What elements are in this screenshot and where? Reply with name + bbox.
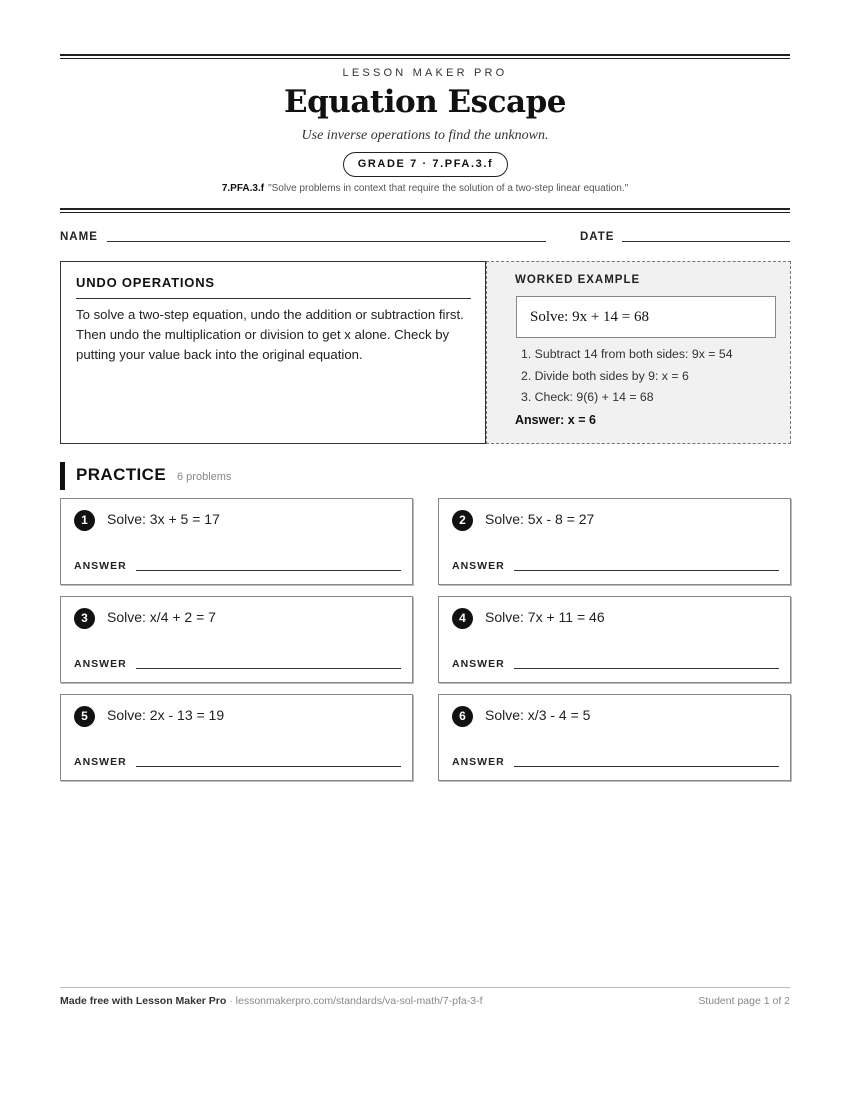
footer-made-with: Made free with Lesson Maker Pro bbox=[60, 995, 227, 1007]
problem-number-badge: 4 bbox=[452, 608, 473, 629]
answer-label: ANSWER bbox=[74, 756, 127, 768]
worksheet-title: Equation Escape bbox=[284, 84, 566, 120]
problem-prompt: Solve: 7x + 11 = 46 bbox=[485, 609, 605, 625]
footer-page-number: Student page 1 of 2 bbox=[698, 995, 790, 1007]
problem-prompt: Solve: x/4 + 2 = 7 bbox=[107, 609, 216, 625]
standard-line bbox=[60, 183, 790, 194]
answer-label: ANSWER bbox=[452, 658, 505, 670]
problem-card bbox=[60, 694, 413, 781]
undo-operations-title: UNDO OPERATIONS bbox=[76, 275, 215, 290]
name-field[interactable] bbox=[107, 241, 546, 242]
worked-example-problem: Solve: 9x + 14 = 68 bbox=[516, 296, 776, 338]
problem-prompt: Solve: 5x - 8 = 27 bbox=[485, 511, 595, 527]
footer-separator: · bbox=[226, 995, 236, 1007]
date-label: DATE bbox=[580, 231, 615, 243]
answer-field[interactable] bbox=[514, 668, 779, 669]
problem-number-badge: 3 bbox=[74, 608, 95, 629]
answer-label: ANSWER bbox=[452, 756, 505, 768]
worked-example-step: 1. Subtract 14 from both sides: 9x = 54 bbox=[521, 347, 733, 361]
footer-rule bbox=[60, 987, 790, 988]
top-double-rule bbox=[60, 54, 790, 59]
practice-title: PRACTICE bbox=[76, 465, 167, 484]
problem-card bbox=[438, 694, 791, 781]
problem-card bbox=[60, 498, 413, 585]
header-bottom-rule bbox=[60, 208, 790, 213]
answer-label: ANSWER bbox=[74, 560, 127, 572]
problem-number-badge: 5 bbox=[74, 706, 95, 727]
brand-name: LESSON MAKER PRO bbox=[342, 67, 508, 79]
answer-label: ANSWER bbox=[74, 658, 127, 670]
answer-field[interactable] bbox=[136, 668, 401, 669]
footer-credit bbox=[60, 995, 483, 1007]
answer-field[interactable] bbox=[136, 570, 401, 571]
grade-badge: GRADE 7 · 7.PFA.3.f bbox=[343, 152, 508, 177]
worksheet-page bbox=[60, 0, 790, 1100]
answer-field[interactable] bbox=[514, 570, 779, 571]
problem-prompt: Solve: 3x + 5 = 17 bbox=[107, 511, 220, 527]
worksheet-subtitle: Use inverse operations to find the unknown. bbox=[301, 128, 549, 143]
practice-count: 6 problems bbox=[177, 471, 232, 483]
worked-example-steps bbox=[521, 344, 733, 409]
problem-card bbox=[60, 596, 413, 683]
standard-code: 7.PFA.3.f bbox=[221, 183, 265, 194]
practice-accent-bar bbox=[60, 462, 65, 490]
footer-url[interactable]: lessonmakerpro.com/standards/va-sol-math/7-pfa-3-f bbox=[235, 995, 483, 1007]
problem-number-badge: 6 bbox=[452, 706, 473, 727]
name-label: NAME bbox=[60, 231, 98, 243]
problem-prompt: Solve: x/3 - 4 = 5 bbox=[485, 707, 591, 723]
answer-label: ANSWER bbox=[452, 560, 505, 572]
undo-operations-body: To solve a two-step equation, undo the addition or subtraction first. Then undo the multiplication or division to get x alone. Check by putting your value back into the original equation. bbox=[76, 307, 464, 362]
worked-example-title: WORKED EXAMPLE bbox=[515, 274, 641, 286]
worked-example-box bbox=[486, 261, 791, 444]
worked-example-step: 2. Divide both sides by 9: x = 6 bbox=[521, 368, 689, 383]
answer-field[interactable] bbox=[136, 766, 401, 767]
worked-example-answer: Answer: x = 6 bbox=[515, 413, 596, 427]
problem-card bbox=[438, 596, 791, 683]
problem-card bbox=[438, 498, 791, 585]
undo-operations-box bbox=[60, 261, 486, 444]
problem-prompt: Solve: 2x - 13 = 19 bbox=[107, 707, 225, 723]
problem-number-badge: 2 bbox=[452, 510, 473, 531]
date-field[interactable] bbox=[622, 241, 790, 242]
undo-operations-rule bbox=[76, 298, 471, 299]
answer-field[interactable] bbox=[514, 766, 779, 767]
problem-number-badge: 1 bbox=[74, 510, 95, 531]
worked-example-step: 3. Check: 9(6) + 14 = 68 bbox=[521, 390, 654, 404]
standard-text: "Solve problems in context that require the solution of a two-step linear equation." bbox=[268, 183, 629, 194]
